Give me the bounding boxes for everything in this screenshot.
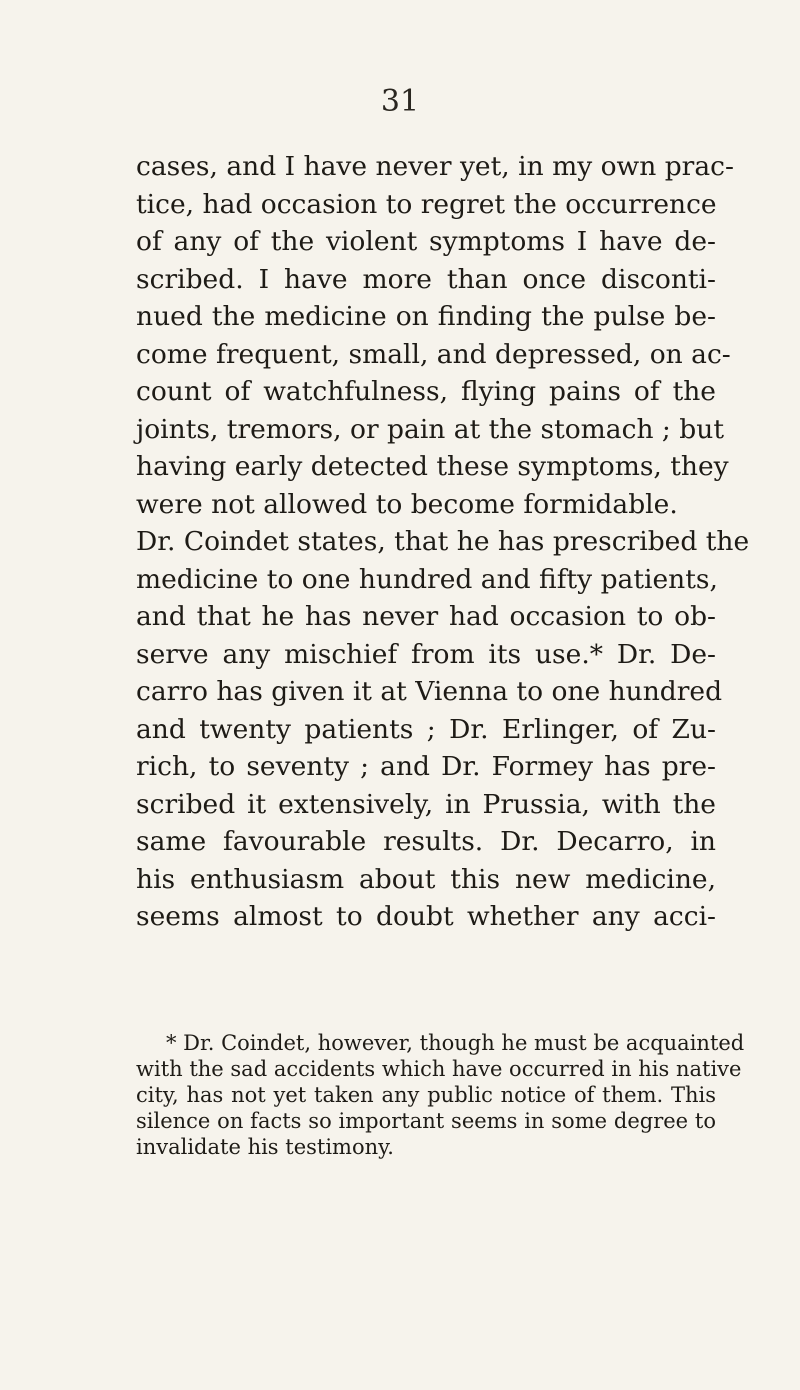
body-line: cases, and I have never yet, in my own prac- [136,151,734,182]
body-line: rich, to seventy ; and Dr. Formey has pre- [136,751,716,782]
body-line: tice, had occasion to regret the occurrence [136,188,717,220]
body-line: count of watchfulness, flying pains of the [136,376,716,407]
body-line: were not allowed to become formidable. [136,488,678,520]
body-line: of any of the violent symptoms I have de- [136,226,716,257]
footnote-line: invalidate his testimony. [136,1135,394,1159]
body-line: scribed. I have more than once disconti- [136,263,716,295]
body-line: Dr. Coindet states, that he has prescribed the [136,526,750,557]
footnote [136,1030,745,1160]
footnote-line: * Dr. Coindet, however, though he must be acquainted [166,1031,745,1055]
body-line: and twenty patients ; Dr. Erlinger, of Zu- [136,713,716,745]
body-line: scribed it extensively, in Prussia, with the [136,788,716,820]
body-text [136,148,750,936]
body-line: nued the medicine on finding the pulse be- [136,301,716,332]
body-line: same favourable results. Dr. Decarro, in [136,826,716,857]
body-line: seems almost to doubt whether any acci- [136,901,716,932]
body-line: having early detected these symptoms, they [136,451,729,482]
body-line: come frequent, small, and depressed, on ac- [136,338,731,370]
footnote-line: with the sad accidents which have occurred in his native [136,1057,742,1081]
body-line: joints, tremors, or pain at the stomach ; but [136,413,724,445]
body-line: carro has given it at Vienna to one hundred [136,676,723,707]
footnote-line: city, has not yet taken any public notice of them. This [136,1083,716,1107]
footnote-line: silence on facts so important seems in some degree to [136,1109,716,1133]
body-line: medicine to one hundred and fifty patients, [136,563,718,595]
body-line: his enthusiasm about this new medicine, [136,863,716,895]
page-number: 31 [380,84,420,119]
body-line: and that he has never had occasion to ob- [136,601,716,632]
body-line: serve any mischief from its use.* Dr. De- [136,638,716,670]
